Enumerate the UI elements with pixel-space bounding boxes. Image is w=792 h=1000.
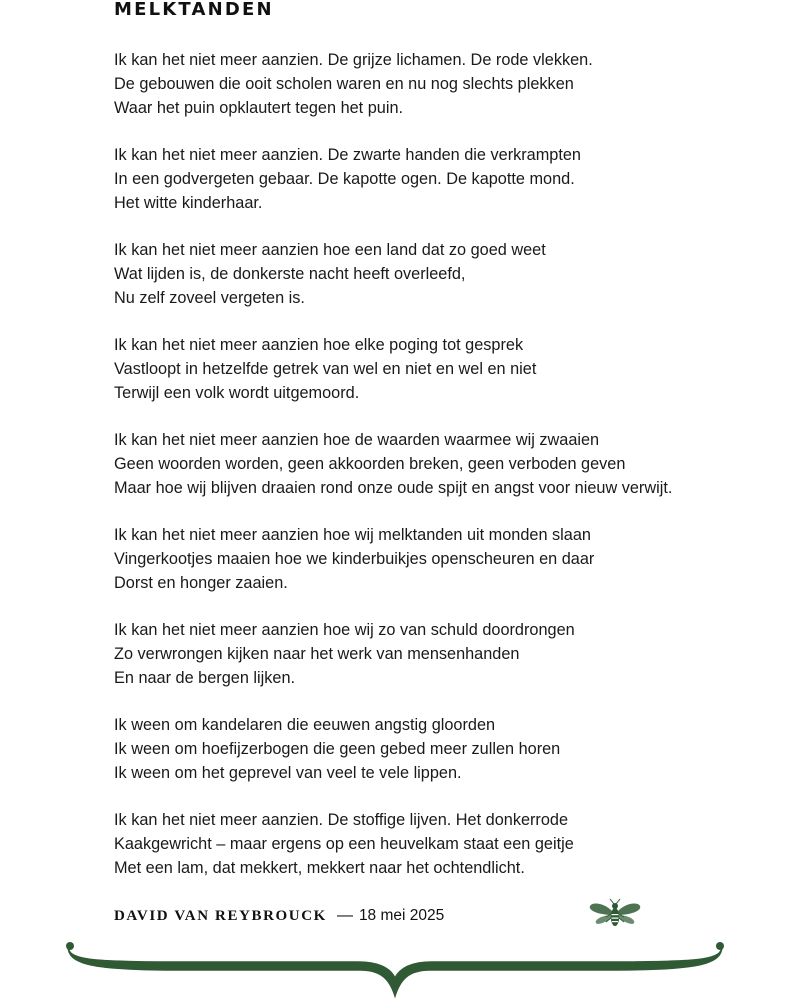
poem-line: Maar hoe wij blijven draaien rond onze oude spijt en angst voor nieuw verwijt.: [114, 479, 673, 497]
publication-date: 18 mei 2025: [358, 907, 445, 924]
bracket-ornament: [60, 938, 730, 1000]
poem-line: Terwijl een volk wordt uitgemoord.: [114, 384, 360, 402]
poem-line: Vingerkootjes maaien hoe we kinderbuikjes openscheuren en daar: [114, 550, 595, 568]
stanza: [114, 238, 734, 310]
poem-line: Ik ween om het geprevel van veel te vele lippen.: [114, 764, 462, 782]
poem-line: Waar het puin opklautert tegen het puin.: [114, 99, 404, 117]
poem-line: Ik ween om hoefijzerbogen die geen gebed meer zullen horen: [114, 740, 561, 758]
poem-line: Zo verwrongen kijken naar het werk van mensenhanden: [114, 645, 520, 663]
poem-line: Het witte kinderhaar.: [114, 194, 263, 212]
stanza: [114, 143, 734, 215]
stanza: [114, 713, 734, 785]
stanza: [114, 618, 734, 690]
stanza: [114, 428, 734, 500]
poem-line: Vastloopt in hetzelfde getrek van wel en niet en wel en niet: [114, 360, 537, 378]
poem-line: Ik ween om kandelaren die eeuwen angstig gloorden: [114, 716, 496, 734]
poem-line: Kaakgewricht – maar ergens op een heuvelkam staat een geitje: [114, 835, 574, 853]
signature: [114, 904, 444, 928]
poem-body: [114, 48, 734, 903]
poem-line: Ik kan het niet meer aanzien. De stoffige lijven. Het donkerrode: [114, 811, 569, 829]
poem-line: In een godvergeten gebaar. De kapotte ogen. De kapotte mond.: [114, 170, 575, 188]
signature-separator: —: [336, 907, 353, 924]
poem-line: Ik kan het niet meer aanzien hoe de waarden waarmee wij zwaaien: [114, 431, 600, 449]
author-name: DAVID VAN REYBROUCK: [114, 908, 327, 924]
poem-line: Geen woorden worden, geen akkoorden breken, geen verboden geven: [114, 455, 626, 473]
poem-line: Ik kan het niet meer aanzien hoe een land dat zo goed weet: [114, 241, 546, 259]
poem-line: Wat lijden is, de donkerste nacht heeft overleefd,: [114, 265, 466, 283]
poem-line: Met een lam, dat mekkert, mekkert naar het ochtendlicht.: [114, 859, 525, 877]
poem-line: En naar de bergen lijken.: [114, 669, 296, 687]
poem-line: Nu zelf zoveel vergeten is.: [114, 289, 305, 307]
stanza: [114, 523, 734, 595]
stanza: [114, 48, 734, 120]
poem-title: MELKTANDEN: [114, 0, 274, 20]
poem-line: Ik kan het niet meer aanzien. De grijze lichamen. De rode vlekken.: [114, 51, 593, 69]
poem-line: Ik kan het niet meer aanzien hoe elke poging tot gesprek: [114, 336, 524, 354]
bee-icon: [588, 898, 642, 932]
poem-line: Ik kan het niet meer aanzien hoe wij melktanden uit monden slaan: [114, 526, 591, 544]
poem-line: Dorst en honger zaaien.: [114, 574, 288, 592]
stanza: [114, 333, 734, 405]
poem-line: De gebouwen die ooit scholen waren en nu nog slechts plekken: [114, 75, 574, 93]
poem-line: Ik kan het niet meer aanzien hoe wij zo van schuld doordrongen: [114, 621, 575, 639]
poem-line: Ik kan het niet meer aanzien. De zwarte handen die verkrampten: [114, 146, 581, 164]
stanza: [114, 808, 734, 880]
